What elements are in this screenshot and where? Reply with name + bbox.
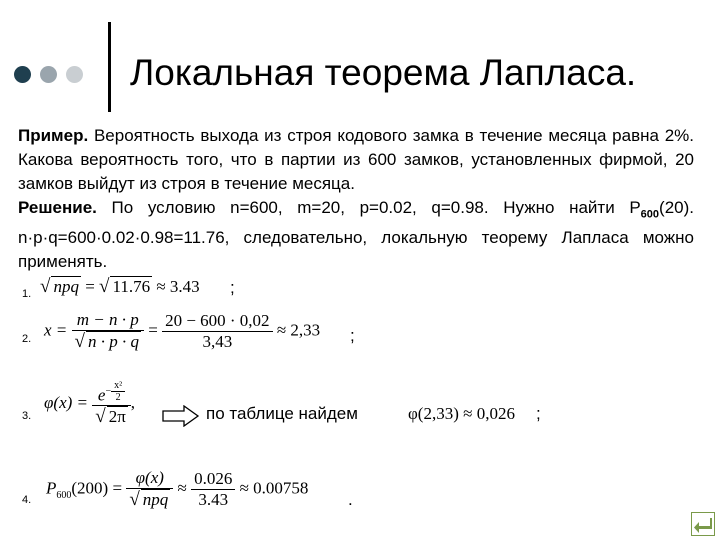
- step-4-formula: $P_{600}(200)$ = $\frac{\varphi(x)}{\text{√ npq}}$ ≈ $\frac{0.026}{3.43}$ ≈ 0.00758: [46, 468, 309, 510]
- step-4-sub: 600: [56, 489, 72, 501]
- step-4-num2: 0.026: [194, 469, 233, 488]
- step-4-den1: npq: [142, 490, 169, 509]
- step-2-result: ≈ 2,33: [272, 320, 321, 340]
- step-3-end: ;: [536, 404, 541, 423]
- step-4-number: 4.: [22, 494, 32, 506]
- solution-text-1: По условию n=600, m=20, p=0.02, q=0.98. Нужно найти P: [96, 198, 641, 217]
- step-4-p: P: [46, 478, 57, 498]
- step-4-num1: φ(x): [135, 468, 164, 487]
- step-4-arg: (200) =: [71, 478, 127, 498]
- step-2-lhs: x =: [44, 320, 72, 340]
- step-2-number: 2.: [22, 333, 32, 345]
- step-1-radicand: 11.76: [112, 277, 151, 296]
- example-label: Пример.: [18, 126, 89, 145]
- step-1-lhs: npq: [53, 277, 79, 296]
- solution-text-2: (20). n·p·q=600·0.02·0.98=11.76, следовательно, локальную теорему Лапласа можно применять.: [18, 198, 694, 272]
- step-4-result: ≈ 0.00758: [235, 478, 309, 498]
- step-2-den1: n · p · q: [87, 332, 139, 351]
- step-3-exp-num: x²: [114, 380, 123, 391]
- step-3-formula: φ(x) = $e^{- \frac{\text{x²}}{2}}$ √ 2π ,: [44, 380, 136, 428]
- step-3-comma: ,: [130, 393, 136, 413]
- step-3-den: 2π: [108, 407, 126, 427]
- solution-subscript: 600: [640, 208, 660, 221]
- title-divider: [108, 22, 111, 112]
- step-3-exp-den: 2: [111, 391, 125, 403]
- step-1-result: ≈ 3.43: [152, 277, 200, 296]
- solution-label: Решение.: [18, 198, 97, 217]
- dot-light: [66, 66, 83, 83]
- step-1-formula: √ npq = √ 11.76 ≈ 3.43: [40, 276, 200, 297]
- step-2-num1: m − n · p: [76, 310, 139, 329]
- step-1-number: 1.: [22, 288, 32, 300]
- step-2-den2: 3,43: [162, 331, 273, 352]
- step-3-minus: −: [105, 385, 112, 397]
- example-text: Вероятность выхода из строя кодового замка в течение месяца равна 2%. Какова вероятность того, что в партии из 600 замков, установленных фирмой, 20 замков выйдут из строя в течение месяца.: [18, 126, 694, 193]
- return-arrow-icon[interactable]: [691, 512, 715, 536]
- step-2-eq: =: [143, 320, 163, 340]
- table-note: по таблице найдем: [206, 404, 358, 423]
- solution-paragraph: [18, 196, 694, 274]
- dot-mid: [40, 66, 57, 83]
- step-1-end: ;: [230, 278, 235, 297]
- step-3-number: 3.: [22, 410, 32, 422]
- step-3-e: e: [97, 385, 106, 405]
- step-3-result: φ(2,33) ≈ 0,026: [408, 404, 515, 423]
- step-1-eq: =: [80, 277, 100, 296]
- step-2-num2: 20 − 600 · 0,02: [165, 311, 270, 330]
- example-paragraph: [18, 124, 694, 196]
- dot-dark: [14, 66, 31, 83]
- step-3-lhs: φ(x) =: [44, 393, 93, 413]
- page-title: Локальная теорема Лапласа.: [130, 52, 637, 93]
- step-4-end: .: [348, 490, 353, 509]
- step-2-formula: x = $\frac{m - n \cdot p}{√ n \cdot p \cdot q}$ = $\frac{20 - 600 \cdot 0,02}{3,43}$ ≈ 2,33: [44, 310, 321, 352]
- arrow-right-icon: [162, 405, 200, 427]
- step-4-den2: 3.43: [191, 489, 235, 510]
- step-4-approx: ≈: [173, 478, 192, 498]
- step-2-end: ;: [350, 326, 355, 345]
